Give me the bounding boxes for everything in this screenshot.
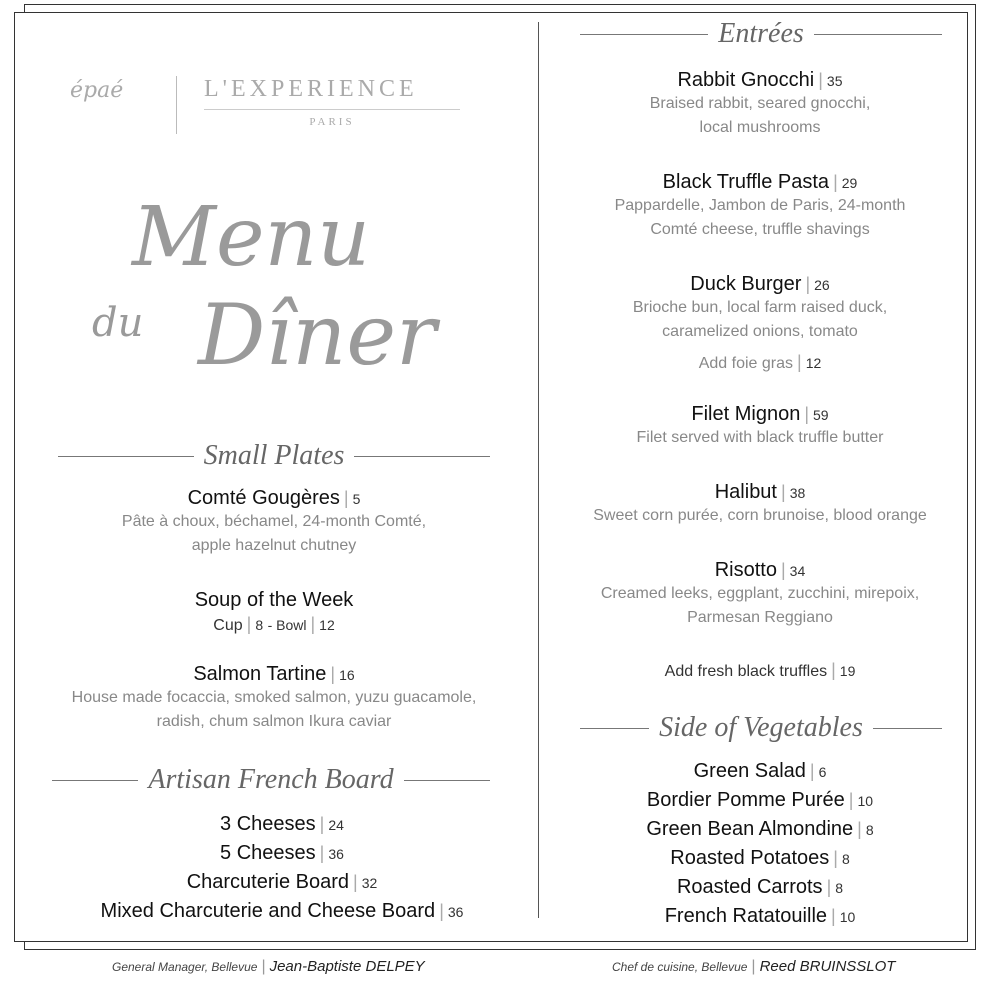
menu-item bbox=[44, 662, 504, 734]
item-price: 24 bbox=[328, 817, 344, 833]
menu-item bbox=[550, 170, 970, 242]
item-price: 8 bbox=[835, 880, 844, 896]
item-name: Roasted Potatoes bbox=[670, 847, 830, 869]
item-description: House made focaccia, smoked salmon, yuzu guacamole, bbox=[71, 689, 477, 706]
item-description: apple hazelnut chutney bbox=[191, 537, 357, 554]
item-price: 10 bbox=[839, 909, 856, 925]
epae-logo-mark: épaé bbox=[70, 78, 124, 103]
item-name: Comté Gougères bbox=[187, 487, 340, 509]
gm-name: Jean-Baptiste DELPEY bbox=[269, 958, 425, 975]
addon-label: Add fresh black truffles bbox=[664, 663, 828, 680]
addon-price: 19 bbox=[839, 663, 856, 679]
item-description: local mushrooms bbox=[699, 119, 821, 136]
heading-rule bbox=[580, 34, 708, 35]
title-du: du bbox=[92, 300, 144, 346]
small-plates-heading bbox=[58, 440, 490, 472]
section-title: Entrées bbox=[718, 18, 804, 49]
item-price: 16 bbox=[339, 667, 355, 683]
chef-title: Chef de cuisine, Bellevue bbox=[612, 960, 748, 974]
section-title: Artisan French Board bbox=[148, 764, 394, 795]
section-title: Small Plates bbox=[203, 440, 345, 471]
heading-rule bbox=[814, 34, 942, 35]
heading-rule bbox=[52, 780, 138, 781]
item-price: 29 bbox=[841, 175, 858, 191]
item-price: 6 bbox=[818, 764, 827, 780]
item-price: 36 bbox=[447, 904, 464, 920]
bowl-price: 12 bbox=[319, 617, 335, 633]
item-description: radish, chum salmon Ikura caviar bbox=[156, 713, 392, 730]
menu-item: Bordier Pomme Purée | 10 bbox=[646, 789, 874, 811]
menu-item bbox=[550, 402, 970, 450]
item-name: 3 Cheeses bbox=[220, 813, 316, 835]
truffle-addon: Add fresh black truffles | 19 bbox=[664, 660, 856, 680]
chef-name: Reed BRUINSSLOT bbox=[759, 958, 896, 975]
cup-price: 8 bbox=[255, 617, 264, 633]
item-price: 59 bbox=[813, 407, 829, 423]
item-name-line: Black Truffle Pasta | 29 bbox=[662, 171, 858, 193]
item-price: 8 bbox=[865, 822, 874, 838]
logo-separator bbox=[176, 76, 177, 134]
entrees-heading bbox=[580, 18, 942, 50]
menu-item bbox=[550, 68, 970, 140]
logo-underline bbox=[204, 109, 460, 110]
item-name: Halibut bbox=[714, 481, 777, 503]
item-name: 5 Cheeses bbox=[220, 842, 316, 864]
item-name: Rabbit Gnocchi bbox=[677, 69, 815, 91]
item-name: Mixed Charcuterie and Cheese Board bbox=[100, 900, 436, 922]
menu-item bbox=[44, 588, 504, 638]
item-name: Green Bean Almondine bbox=[646, 818, 854, 840]
menu-item: 3 Cheeses | 24 bbox=[220, 813, 344, 835]
item-price: 34 bbox=[789, 563, 806, 579]
bowl-label: - Bowl bbox=[267, 617, 307, 633]
item-name: Bordier Pomme Purée bbox=[646, 789, 845, 811]
footer-gm: General Manager, Bellevue | Jean-Baptiste DELPEY bbox=[112, 958, 425, 975]
item-addon: Add foie gras | 12 bbox=[698, 352, 822, 372]
addon-label: Add foie gras bbox=[698, 355, 793, 372]
menu-item bbox=[550, 480, 970, 528]
item-description: Creamed leeks, eggplant, zucchini, mirepoix, bbox=[600, 585, 920, 602]
title-diner: Dîner bbox=[198, 286, 437, 384]
item-description: Filet served with black truffle butter bbox=[636, 429, 884, 446]
heading-rule bbox=[873, 728, 942, 729]
addon-price: 12 bbox=[805, 355, 822, 371]
heading-rule bbox=[58, 456, 194, 457]
item-description: Parmesan Reggiano bbox=[687, 609, 833, 626]
item-description: Pâte à choux, béchamel, 24-month Comté, bbox=[121, 513, 427, 530]
menu-item: Green Salad | 6 bbox=[693, 760, 827, 782]
item-name-line: Halibut | 38 bbox=[714, 481, 806, 503]
item-name-line: Risotto | 34 bbox=[714, 559, 806, 581]
item-name-line: Comté Gougères | 5 bbox=[187, 487, 361, 509]
item-name: Black Truffle Pasta bbox=[662, 171, 830, 193]
cup-label: Cup bbox=[213, 617, 243, 634]
board-heading bbox=[52, 764, 490, 796]
item-description: Braised rabbit, seared gnocchi, bbox=[649, 95, 871, 112]
menu-item: Roasted Potatoes | 8 bbox=[670, 847, 850, 869]
menu-item bbox=[550, 272, 970, 376]
footer-chef: Chef de cuisine, Bellevue | Reed BRUINSSLOT bbox=[612, 958, 896, 975]
logo bbox=[70, 74, 470, 140]
item-name-line: Duck Burger | 26 bbox=[690, 273, 830, 295]
item-name-line: Filet Mignon | 59 bbox=[691, 403, 829, 425]
title-menu: Menu bbox=[132, 190, 371, 285]
item-price: 38 bbox=[789, 485, 806, 501]
menu-item bbox=[44, 486, 504, 558]
item-description: Sweet corn purée, corn brunoise, blood orange bbox=[593, 507, 927, 524]
item-price: 36 bbox=[328, 846, 344, 862]
item-name: Charcuterie Board bbox=[186, 871, 350, 893]
item-price: 26 bbox=[814, 277, 830, 293]
menu-item: French Ratatouille | 10 bbox=[664, 905, 856, 927]
gm-title: General Manager, Bellevue bbox=[112, 960, 258, 974]
item-name: Filet Mignon bbox=[691, 403, 801, 425]
item-name: Salmon Tartine bbox=[193, 663, 327, 685]
item-description: Comté cheese, truffle shavings bbox=[650, 221, 870, 238]
item-description: Pappardelle, Jambon de Paris, 24-month bbox=[614, 197, 906, 214]
item-description: Brioche bun, local farm raised duck, bbox=[632, 299, 888, 316]
menu-item: Roasted Carrots | 8 bbox=[676, 876, 844, 898]
logo-brand: L'EXPERIENCE bbox=[204, 76, 418, 102]
menu-item: 5 Cheeses | 36 bbox=[220, 842, 344, 864]
item-name: Risotto bbox=[714, 559, 777, 581]
item-sizes: Cup | 8 - Bowl | 12 bbox=[213, 614, 335, 634]
item-name-line: Salmon Tartine | 16 bbox=[193, 663, 355, 685]
menu-item: Mixed Charcuterie and Cheese Board | 36 bbox=[100, 900, 464, 922]
item-name: Soup of the Week bbox=[194, 589, 354, 611]
item-price: 5 bbox=[352, 491, 361, 507]
menu-item bbox=[550, 558, 970, 630]
heading-rule bbox=[354, 456, 490, 457]
item-price: 35 bbox=[826, 73, 843, 89]
item-price: 32 bbox=[361, 875, 378, 891]
column-divider bbox=[538, 22, 539, 918]
item-price: 10 bbox=[857, 793, 874, 809]
sides-heading bbox=[580, 712, 942, 744]
item-name: French Ratatouille bbox=[664, 905, 828, 927]
item-name: Roasted Carrots bbox=[676, 876, 823, 898]
item-name: Green Salad bbox=[693, 760, 806, 782]
item-name: Duck Burger bbox=[690, 273, 802, 295]
menu-item: Green Bean Almondine | 8 bbox=[646, 818, 874, 840]
menu-item: Charcuterie Board | 32 bbox=[186, 871, 378, 893]
item-price: 8 bbox=[841, 851, 850, 867]
section-title: Side of Vegetables bbox=[659, 712, 863, 743]
item-name-line: Rabbit Gnocchi | 35 bbox=[677, 69, 843, 91]
item-description: caramelized onions, tomato bbox=[662, 323, 858, 340]
logo-city: PARIS bbox=[309, 116, 355, 128]
heading-rule bbox=[404, 780, 490, 781]
heading-rule bbox=[580, 728, 649, 729]
